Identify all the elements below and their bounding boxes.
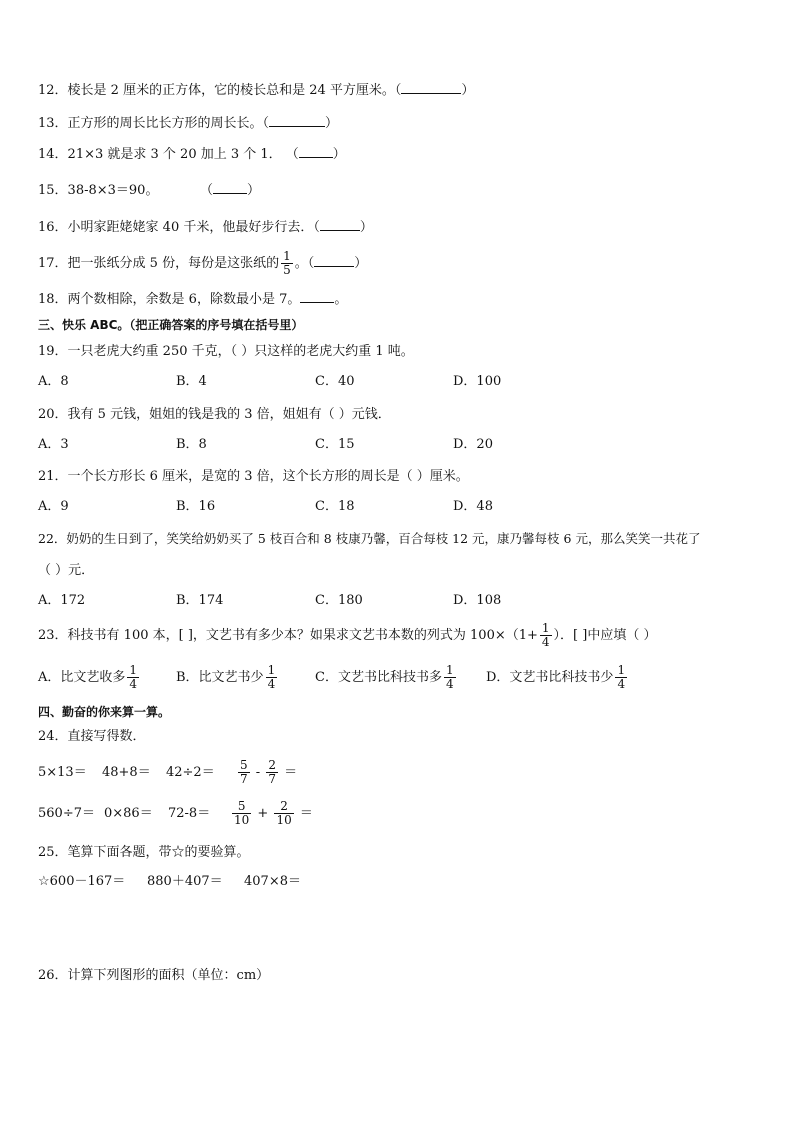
option-a[interactable]: A．9 — [38, 499, 69, 514]
question-text: 16．小明家距姥姥家 40 千米，他最好步行去．（ — [38, 220, 320, 235]
option-b[interactable]: B．比文艺书少 $\frac{1}{4}$ — [176, 663, 276, 691]
option-b[interactable]: B．8 — [176, 437, 207, 452]
fraction: $\frac{1}{5}$ — [283, 249, 291, 277]
question-text: 18．两个数相除，余数是 6，除数最小是 7。 — [38, 292, 301, 307]
calc-item: 42÷2＝ — [166, 765, 215, 780]
question-text: 23．科技书有 100 本，[ ]，文艺书有多少本？如果求文艺书本数的列式为 100×（1+ — [38, 628, 538, 643]
option-c[interactable]: C．文艺书比科技书多 $\frac{1}{4}$ — [315, 663, 454, 691]
option-d[interactable]: D．108 — [453, 593, 502, 608]
question-20: 20．我有 5 元钱，姐姐的钱是我的 3 倍，姐姐有（ ）元钱． — [38, 407, 391, 422]
question-text: 14．21×3 就是求 3 个 20 加上 3 个 1． （ — [38, 147, 299, 162]
fraction: $\frac{5}{10}$ — [234, 799, 250, 827]
option-a[interactable]: A．3 — [38, 437, 69, 452]
option-a[interactable]: A．比文艺收多 $\frac{1}{4}$ — [38, 663, 138, 691]
question-text: 17．把一张纸分成 5 份，每份是这张纸的 — [38, 256, 280, 271]
fraction: $\frac{1}{4}$ — [129, 663, 138, 691]
calc-item: 880＋407＝ — [147, 874, 223, 889]
option-d[interactable]: D．48 — [453, 499, 493, 514]
fraction: $\frac{1}{4}$ — [617, 663, 626, 691]
option-c[interactable]: C．40 — [315, 374, 355, 389]
calc-item: 48+8＝ — [102, 765, 151, 780]
question-19: 19．一只老虎大约重 250 千克，（ ）只这样的老虎大约重 1 吨。 — [38, 344, 414, 359]
fraction: $\frac{1}{4}$ — [267, 663, 276, 691]
option-c[interactable]: C．15 — [315, 437, 355, 452]
question-text: 13．正方形的周长比长方形的周长长。（ — [38, 116, 270, 131]
answer-blank[interactable] — [314, 266, 354, 267]
question-26: 26．计算下列图形的面积（单位：cm） — [38, 968, 270, 983]
option-d[interactable]: D．20 — [453, 437, 493, 452]
fraction: $\frac{1}{4}$ — [541, 621, 550, 649]
fraction: $\frac{1}{4}$ — [445, 663, 454, 691]
question-24: 24．直接写得数． — [38, 729, 146, 744]
section-heading-3: 三、快乐 ABC。（把正确答案的序号填在括号里） — [38, 318, 304, 332]
answer-bracket: （ ） — [200, 183, 261, 198]
answer-blank[interactable] — [300, 302, 334, 303]
fraction: $\frac{2}{7}$ — [268, 758, 276, 786]
question-text: 15．38-8×3＝90。 — [38, 183, 159, 198]
calc-item: 0×86＝ — [104, 806, 153, 821]
question-15 — [38, 182, 261, 200]
question-22: 22．奶奶的生日到了，笑笑给奶奶买了 5 枝百合和 8 枝康乃馨，百合每枝 12 元，康乃馨每枝 6 元，那么笑笑一共花了 — [38, 531, 701, 546]
calc-item: 5×13＝ — [38, 765, 87, 780]
fraction: $\frac{2}{10}$ — [276, 799, 292, 827]
question-text: 12．棱长是 2 厘米的正方体，它的棱长总和是 24 平方厘米。（ — [38, 83, 402, 98]
question-25: 25．笔算下面各题，带☆的要验算。 — [38, 845, 250, 860]
question-23: 23．科技书有 100 本，[ ]，文艺书有多少本？如果求文艺书本数的列式为 100×（1+ $\frac{1}{4}$ ）．[ ]中应填（ ） — [38, 621, 657, 649]
answer-blank[interactable] — [269, 126, 325, 127]
option-a[interactable]: A．8 — [38, 374, 69, 389]
answer-blank[interactable] — [320, 230, 360, 231]
fraction-expression: $\frac{5}{7}$ - $\frac{2}{7}$ ＝ — [240, 758, 298, 786]
section-heading-4: 四、勤奋的你来算一算。 — [38, 705, 171, 719]
answer-blank[interactable] — [299, 157, 333, 158]
question-12: 12．棱长是 2 厘米的正方体，它的棱长总和是 24 平方厘米。（ ） — [38, 83, 475, 98]
fraction-expression: $\frac{5}{10}$ + $\frac{2}{10}$ ＝ — [234, 799, 313, 827]
option-d[interactable]: D．100 — [453, 374, 502, 389]
option-d[interactable]: D．文艺书比科技书少 $\frac{1}{4}$ — [486, 663, 626, 691]
option-b[interactable]: B．174 — [176, 593, 224, 608]
question-17: 17．把一张纸分成 5 份，每份是这张纸的 $\frac{1}{5}$ 。（ ） — [38, 249, 368, 277]
calc-item: 560÷7＝ — [38, 806, 95, 821]
question-22-line2: （ ）元． — [38, 563, 95, 578]
option-b[interactable]: B．4 — [176, 374, 207, 389]
fraction: $\frac{5}{7}$ — [240, 758, 248, 786]
calc-item: 72-8＝ — [168, 806, 211, 821]
question-21: 21．一个长方形长 6 厘米，是宽的 3 倍，这个长方形的周长是（ ）厘米。 — [38, 469, 469, 484]
calc-item: 407×8＝ — [244, 874, 301, 889]
option-b[interactable]: B．16 — [176, 499, 216, 514]
question-16: 16．小明家距姥姥家 40 千米，他最好步行去．（ ） — [38, 220, 373, 235]
answer-blank[interactable] — [213, 193, 247, 194]
option-c[interactable]: C．18 — [315, 499, 355, 514]
question-13: 13．正方形的周长比长方形的周长长。（ ） — [38, 116, 339, 131]
answer-blank[interactable] — [401, 93, 461, 94]
question-14: 14．21×3 就是求 3 个 20 加上 3 个 1． （ ） — [38, 147, 346, 162]
option-a[interactable]: A．172 — [38, 593, 86, 608]
question-18: 18．两个数相除，余数是 6，除数最小是 7。 。 — [38, 292, 348, 307]
calc-item: ☆600－167＝ — [38, 874, 126, 889]
option-c[interactable]: C．180 — [315, 593, 363, 608]
